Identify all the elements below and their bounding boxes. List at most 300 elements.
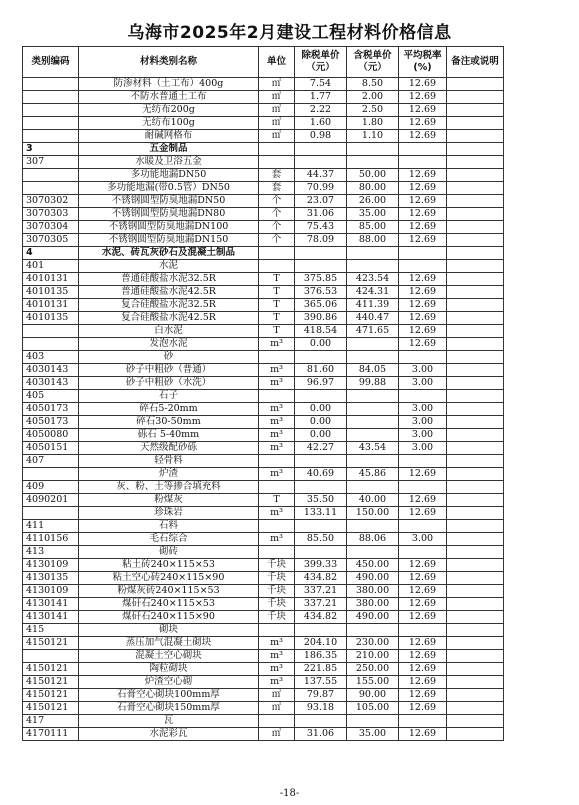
cell-name: 砌块 <box>79 624 259 637</box>
cell-note <box>447 286 504 299</box>
table-row <box>23 676 504 689</box>
cell-unit: T <box>259 312 295 325</box>
cell-name: 复合硅酸盐水泥42.5R <box>79 312 259 325</box>
cell-unit <box>259 546 295 559</box>
cell-unit: ㎡ <box>259 117 295 130</box>
cell-note <box>447 390 504 403</box>
cell-code: 401 <box>23 260 79 273</box>
cell-price-inc-tax: 85.00 <box>347 221 399 234</box>
cell-unit: m³ <box>259 442 295 455</box>
cell-tax-rate: 12.69 <box>399 195 447 208</box>
cell-note <box>447 169 504 182</box>
cell-unit: 套 <box>259 169 295 182</box>
cell-tax-rate: 12.69 <box>399 130 447 143</box>
cell-name: 无纺布200g <box>79 104 259 117</box>
cell-unit: 千块 <box>259 611 295 624</box>
cell-price-ex-tax: 399.33 <box>295 559 347 572</box>
cell-tax-rate: 12.69 <box>399 611 447 624</box>
table-row <box>23 104 504 117</box>
cell-code <box>23 338 79 351</box>
cell-tax-rate <box>399 455 447 468</box>
cell-name: 轻骨料 <box>79 455 259 468</box>
cell-code: 4150121 <box>23 663 79 676</box>
cell-name: 水泥彩瓦 <box>79 728 259 741</box>
cell-name: 耐碱网格布 <box>79 130 259 143</box>
cell-price-inc-tax: 1.80 <box>347 117 399 130</box>
cell-note <box>447 273 504 286</box>
cell-price-inc-tax: 43.54 <box>347 442 399 455</box>
cell-tax-rate <box>399 390 447 403</box>
cell-code: 4010131 <box>23 299 79 312</box>
cell-tax-rate: 12.69 <box>399 663 447 676</box>
cell-price-ex-tax <box>295 156 347 169</box>
table-row <box>23 728 504 741</box>
cell-price-ex-tax: 85.50 <box>295 533 347 546</box>
cell-name: 不锈钢圆型防臭地漏DN100 <box>79 221 259 234</box>
cell-unit: 千块 <box>259 598 295 611</box>
cell-price-inc-tax: 380.00 <box>347 585 399 598</box>
table-row <box>23 611 504 624</box>
cell-price-ex-tax: 23.07 <box>295 195 347 208</box>
table-row <box>23 78 504 91</box>
cell-name: 不锈钢圆型防臭地漏DN150 <box>79 234 259 247</box>
cell-price-inc-tax: 423.54 <box>347 273 399 286</box>
cell-name: 瓦 <box>79 715 259 728</box>
cell-price-ex-tax <box>295 481 347 494</box>
table-row <box>23 494 504 507</box>
cell-price-ex-tax <box>295 624 347 637</box>
cell-note <box>447 533 504 546</box>
cell-unit <box>259 455 295 468</box>
cell-name: 混凝土空心砌块 <box>79 650 259 663</box>
cell-note <box>447 364 504 377</box>
cell-tax-rate <box>399 546 447 559</box>
cell-price-inc-tax <box>347 715 399 728</box>
cell-price-inc-tax: 84.05 <box>347 364 399 377</box>
cell-price-inc-tax: 88.00 <box>347 234 399 247</box>
cell-price-inc-tax: 80.00 <box>347 182 399 195</box>
cell-unit: m³ <box>259 338 295 351</box>
cell-code: 4130135 <box>23 572 79 585</box>
cell-tax-rate: 12.69 <box>399 117 447 130</box>
table-row <box>23 507 504 520</box>
table-row <box>23 286 504 299</box>
page-title: 乌海市2025年2月建设工程材料价格信息 <box>127 23 452 43</box>
cell-unit <box>259 715 295 728</box>
table-row <box>23 299 504 312</box>
cell-price-inc-tax: 150.00 <box>347 507 399 520</box>
table-row <box>23 689 504 702</box>
cell-code: 3070303 <box>23 208 79 221</box>
cell-price-inc-tax: 155.00 <box>347 676 399 689</box>
cell-price-ex-tax: 0.00 <box>295 429 347 442</box>
cell-name: 陶粒砌块 <box>79 663 259 676</box>
cell-note <box>447 260 504 273</box>
table-row <box>23 221 504 234</box>
cell-price-ex-tax: 0.00 <box>295 416 347 429</box>
cell-code <box>23 468 79 481</box>
cell-tax-rate <box>399 260 447 273</box>
cell-tax-rate: 12.69 <box>399 338 447 351</box>
cell-code: 407 <box>23 455 79 468</box>
cell-tax-rate: 12.69 <box>399 91 447 104</box>
cell-price-inc-tax: 35.00 <box>347 208 399 221</box>
cell-note <box>447 416 504 429</box>
cell-unit: 千块 <box>259 559 295 572</box>
cell-unit: 个 <box>259 195 295 208</box>
cell-price-ex-tax: 75.43 <box>295 221 347 234</box>
table-row <box>23 546 504 559</box>
cell-price-ex-tax <box>295 247 347 260</box>
cell-code <box>23 130 79 143</box>
cell-tax-rate: 12.69 <box>399 234 447 247</box>
cell-note <box>447 195 504 208</box>
cell-price-ex-tax: 1.60 <box>295 117 347 130</box>
table-row <box>23 403 504 416</box>
cell-tax-rate: 12.69 <box>399 312 447 325</box>
cell-unit: m³ <box>259 364 295 377</box>
cell-price-ex-tax: 70.99 <box>295 182 347 195</box>
cell-tax-rate: 3.00 <box>399 364 447 377</box>
cell-note <box>447 130 504 143</box>
cell-code: 4150121 <box>23 689 79 702</box>
cell-price-inc-tax <box>347 520 399 533</box>
cell-code: 4130109 <box>23 559 79 572</box>
cell-unit: T <box>259 325 295 338</box>
table-row <box>23 208 504 221</box>
cell-note <box>447 377 504 390</box>
section-row <box>23 143 504 156</box>
cell-name: 煤矸石240×115×53 <box>79 598 259 611</box>
cell-unit: m³ <box>259 429 295 442</box>
cell-price-ex-tax: 40.69 <box>295 468 347 481</box>
cell-name: 石膏空心砌块150mm厚 <box>79 702 259 715</box>
cell-price-ex-tax <box>295 143 347 156</box>
cell-price-ex-tax <box>295 351 347 364</box>
cell-price-inc-tax <box>347 624 399 637</box>
cell-name: 防渗材料（土工布）400g <box>79 78 259 91</box>
cell-price-inc-tax: 2.50 <box>347 104 399 117</box>
cell-note <box>447 429 504 442</box>
cell-tax-rate: 12.69 <box>399 299 447 312</box>
cell-price-ex-tax: 186.35 <box>295 650 347 663</box>
cell-tax-rate: 12.69 <box>399 286 447 299</box>
cell-note <box>447 715 504 728</box>
cell-price-ex-tax: 0.00 <box>295 338 347 351</box>
cell-tax-rate: 12.69 <box>399 650 447 663</box>
cell-code: 4010135 <box>23 312 79 325</box>
cell-unit <box>259 143 295 156</box>
table-row <box>23 702 504 715</box>
cell-code <box>23 169 79 182</box>
table-row <box>23 260 504 273</box>
cell-tax-rate: 12.69 <box>399 78 447 91</box>
cell-name: 石子 <box>79 390 259 403</box>
cell-tax-rate: 12.69 <box>399 273 447 286</box>
cell-note <box>447 663 504 676</box>
table-row <box>23 715 504 728</box>
cell-unit: ㎡ <box>259 78 295 91</box>
cell-price-ex-tax: 137.55 <box>295 676 347 689</box>
cell-note <box>447 208 504 221</box>
cell-price-ex-tax: 337.21 <box>295 598 347 611</box>
cell-tax-rate <box>399 156 447 169</box>
cell-note <box>447 156 504 169</box>
table-body <box>23 78 504 741</box>
cell-price-ex-tax: 79.87 <box>295 689 347 702</box>
cell-tax-rate: 12.69 <box>399 702 447 715</box>
table-row <box>23 585 504 598</box>
table-row <box>23 390 504 403</box>
cell-code <box>23 78 79 91</box>
cell-code: 4050151 <box>23 442 79 455</box>
cell-code: 4170111 <box>23 728 79 741</box>
cell-unit: T <box>259 273 295 286</box>
table-row <box>23 520 504 533</box>
cell-code: 4090201 <box>23 494 79 507</box>
cell-name: 不防水普通土工布 <box>79 91 259 104</box>
table-row <box>23 182 504 195</box>
cell-price-inc-tax <box>347 403 399 416</box>
cell-tax-rate: 3.00 <box>399 442 447 455</box>
cell-unit <box>259 624 295 637</box>
cell-note <box>447 312 504 325</box>
cell-name: 砂子中粗砂（水洗） <box>79 377 259 390</box>
cell-name: 多功能地漏DN50 <box>79 169 259 182</box>
header-note: 备注或说明 <box>447 47 504 78</box>
cell-note <box>447 338 504 351</box>
cell-note <box>447 572 504 585</box>
cell-code <box>23 650 79 663</box>
cell-code: 3070304 <box>23 221 79 234</box>
cell-name: 复合硅酸盐水泥32.5R <box>79 299 259 312</box>
table-row <box>23 416 504 429</box>
cell-unit <box>259 247 295 260</box>
cell-price-inc-tax: 40.00 <box>347 494 399 507</box>
cell-code: 307 <box>23 156 79 169</box>
cell-price-inc-tax: 490.00 <box>347 611 399 624</box>
cell-note <box>447 104 504 117</box>
cell-code: 4050173 <box>23 416 79 429</box>
table-row <box>23 598 504 611</box>
cell-price-ex-tax: 31.06 <box>295 208 347 221</box>
cell-unit <box>259 156 295 169</box>
cell-note <box>447 117 504 130</box>
cell-price-inc-tax <box>347 143 399 156</box>
cell-code: 3070302 <box>23 195 79 208</box>
cell-name: 水泥 <box>79 260 259 273</box>
cell-name: 不锈钢圆型防臭地漏DN80 <box>79 208 259 221</box>
cell-tax-rate: 12.69 <box>399 182 447 195</box>
table-row <box>23 481 504 494</box>
cell-tax-rate: 12.69 <box>399 676 447 689</box>
cell-tax-rate: 12.69 <box>399 104 447 117</box>
cell-price-ex-tax: 0.00 <box>295 403 347 416</box>
cell-name: 灰、粉、土等掺合填充料 <box>79 481 259 494</box>
cell-code: 413 <box>23 546 79 559</box>
cell-price-ex-tax: 1.77 <box>295 91 347 104</box>
header-unit: 单位 <box>259 47 295 78</box>
cell-code: 409 <box>23 481 79 494</box>
cell-price-ex-tax: 418.54 <box>295 325 347 338</box>
cell-price-ex-tax: 93.18 <box>295 702 347 715</box>
cell-tax-rate: 12.69 <box>399 572 447 585</box>
cell-price-ex-tax: 365.06 <box>295 299 347 312</box>
cell-price-ex-tax: 78.09 <box>295 234 347 247</box>
cell-unit: ㎡ <box>259 702 295 715</box>
cell-unit: m³ <box>259 403 295 416</box>
cell-price-inc-tax <box>347 546 399 559</box>
cell-note <box>447 507 504 520</box>
cell-code: 4010131 <box>23 273 79 286</box>
cell-code <box>23 507 79 520</box>
cell-price-ex-tax: 31.06 <box>295 728 347 741</box>
cell-price-inc-tax: 424.31 <box>347 286 399 299</box>
cell-note <box>447 481 504 494</box>
cell-price-ex-tax: 375.85 <box>295 273 347 286</box>
cell-tax-rate <box>399 520 447 533</box>
cell-code: 4 <box>23 247 79 260</box>
cell-tax-rate <box>399 481 447 494</box>
cell-unit: 个 <box>259 234 295 247</box>
cell-price-inc-tax: 440.47 <box>347 312 399 325</box>
cell-code: 4150121 <box>23 702 79 715</box>
cell-unit: m³ <box>259 377 295 390</box>
cell-price-ex-tax: 44.37 <box>295 169 347 182</box>
cell-price-ex-tax: 376.53 <box>295 286 347 299</box>
cell-price-inc-tax <box>347 481 399 494</box>
cell-price-ex-tax <box>295 260 347 273</box>
table-row <box>23 455 504 468</box>
cell-note <box>447 585 504 598</box>
cell-name: 碎石5-20mm <box>79 403 259 416</box>
cell-name: 发泡水泥 <box>79 338 259 351</box>
cell-code: 4050080 <box>23 429 79 442</box>
cell-unit: ㎡ <box>259 91 295 104</box>
cell-name: 无纺布100g <box>79 117 259 130</box>
cell-name: 五金制品 <box>79 143 259 156</box>
table-row <box>23 169 504 182</box>
cell-note <box>447 676 504 689</box>
cell-tax-rate <box>399 624 447 637</box>
cell-price-inc-tax: 90.00 <box>347 689 399 702</box>
cell-unit: m³ <box>259 533 295 546</box>
cell-code <box>23 325 79 338</box>
cell-name: 珍珠岩 <box>79 507 259 520</box>
cell-price-ex-tax: 434.82 <box>295 572 347 585</box>
cell-price-ex-tax <box>295 390 347 403</box>
cell-price-inc-tax: 380.00 <box>347 598 399 611</box>
cell-tax-rate: 3.00 <box>399 416 447 429</box>
cell-tax-rate: 12.69 <box>399 559 447 572</box>
cell-unit: ㎡ <box>259 728 295 741</box>
cell-unit: m³ <box>259 507 295 520</box>
cell-unit <box>259 390 295 403</box>
table-header-row <box>23 47 504 78</box>
cell-code: 411 <box>23 520 79 533</box>
cell-price-inc-tax <box>347 247 399 260</box>
cell-price-inc-tax <box>347 156 399 169</box>
cell-price-inc-tax: 490.00 <box>347 572 399 585</box>
cell-name: 粉煤灰 <box>79 494 259 507</box>
cell-price-inc-tax <box>347 429 399 442</box>
cell-code: 4110156 <box>23 533 79 546</box>
cell-name: 碎石30-50mm <box>79 416 259 429</box>
cell-price-inc-tax: 2.00 <box>347 91 399 104</box>
cell-price-ex-tax: 0.98 <box>295 130 347 143</box>
table-row <box>23 663 504 676</box>
cell-note <box>447 637 504 650</box>
table-row <box>23 117 504 130</box>
cell-code: 4030143 <box>23 364 79 377</box>
cell-price-ex-tax <box>295 455 347 468</box>
cell-price-inc-tax: 45.86 <box>347 468 399 481</box>
table-row <box>23 338 504 351</box>
cell-price-inc-tax <box>347 351 399 364</box>
cell-tax-rate <box>399 247 447 260</box>
cell-price-ex-tax: 337.21 <box>295 585 347 598</box>
table-row <box>23 650 504 663</box>
cell-code: 3070305 <box>23 234 79 247</box>
cell-price-ex-tax: 35.50 <box>295 494 347 507</box>
cell-price-inc-tax: 411.39 <box>347 299 399 312</box>
header-code: 类别编码 <box>23 47 79 78</box>
cell-note <box>447 182 504 195</box>
cell-note <box>447 546 504 559</box>
cell-name: 砌砖 <box>79 546 259 559</box>
cell-unit: m³ <box>259 650 295 663</box>
cell-unit: 千块 <box>259 585 295 598</box>
cell-code: 4150121 <box>23 637 79 650</box>
cell-note <box>447 702 504 715</box>
cell-tax-rate: 12.69 <box>399 637 447 650</box>
header-price-ex-tax: 除税单价 （元） <box>295 47 347 78</box>
cell-price-inc-tax: 230.00 <box>347 637 399 650</box>
cell-code: 417 <box>23 715 79 728</box>
cell-note <box>447 520 504 533</box>
table-row <box>23 325 504 338</box>
cell-name: 石料 <box>79 520 259 533</box>
cell-code: 4130141 <box>23 611 79 624</box>
cell-tax-rate: 12.69 <box>399 208 447 221</box>
cell-code <box>23 104 79 117</box>
cell-price-inc-tax: 250.00 <box>347 663 399 676</box>
table-row <box>23 442 504 455</box>
cell-note <box>447 624 504 637</box>
cell-price-ex-tax: 434.82 <box>295 611 347 624</box>
cell-name: 砂子中粗砂（普通） <box>79 364 259 377</box>
cell-unit: 千块 <box>259 572 295 585</box>
table-row <box>23 624 504 637</box>
cell-name: 粘土砖240×115×53 <box>79 559 259 572</box>
cell-price-ex-tax <box>295 715 347 728</box>
cell-unit <box>259 351 295 364</box>
cell-price-inc-tax: 35.00 <box>347 728 399 741</box>
cell-tax-rate: 12.69 <box>399 468 447 481</box>
cell-note <box>447 494 504 507</box>
cell-code <box>23 117 79 130</box>
cell-name: 石膏空心砌块100mm厚 <box>79 689 259 702</box>
cell-unit: ㎡ <box>259 689 295 702</box>
cell-tax-rate: 12.69 <box>399 325 447 338</box>
table-row <box>23 91 504 104</box>
cell-code: 4130109 <box>23 585 79 598</box>
cell-price-inc-tax: 105.00 <box>347 702 399 715</box>
cell-tax-rate: 12.69 <box>399 221 447 234</box>
cell-name: 粉煤灰砖240×115×53 <box>79 585 259 598</box>
cell-tax-rate: 12.69 <box>399 585 447 598</box>
cell-price-inc-tax: 8.50 <box>347 78 399 91</box>
